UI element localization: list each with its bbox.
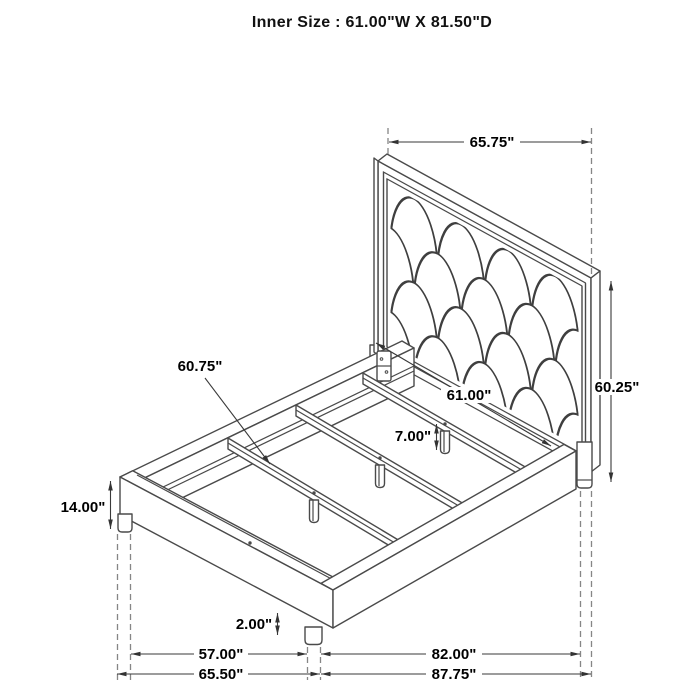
front-foot-leg xyxy=(305,627,322,645)
dim-label-overall-depth: 87.75" xyxy=(431,666,477,683)
inner-size-title: Inner Size : 61.00"W X 81.50"D xyxy=(251,14,493,31)
dim-label-overall-width: 65.50" xyxy=(198,666,244,683)
left-foot-leg xyxy=(118,514,132,532)
rail-bracket xyxy=(377,351,391,381)
dimension-foot-leg-height xyxy=(236,613,278,635)
dim-label-slat-length: 60.75" xyxy=(177,358,223,375)
center-leg-1 xyxy=(441,431,450,454)
headboard-right-leg xyxy=(577,442,592,488)
center-leg-2 xyxy=(376,465,385,488)
dim-label-headboard-height: 60.25" xyxy=(594,379,640,396)
headboard-left-side-face xyxy=(374,158,378,355)
center-leg-3 xyxy=(310,500,319,523)
dim-label-headboard-width: 65.75" xyxy=(469,134,515,151)
dim-label-side-height: 14.00" xyxy=(60,499,106,516)
dim-label-rail-length: 82.00" xyxy=(431,646,477,663)
dim-label-front-leg-span: 57.00" xyxy=(198,646,244,663)
dim-label-foot-leg-height: 2.00" xyxy=(235,616,273,633)
dim-label-inner-width: 61.00" xyxy=(446,387,492,404)
dim-label-center-leg-height: 7.00" xyxy=(394,428,432,445)
